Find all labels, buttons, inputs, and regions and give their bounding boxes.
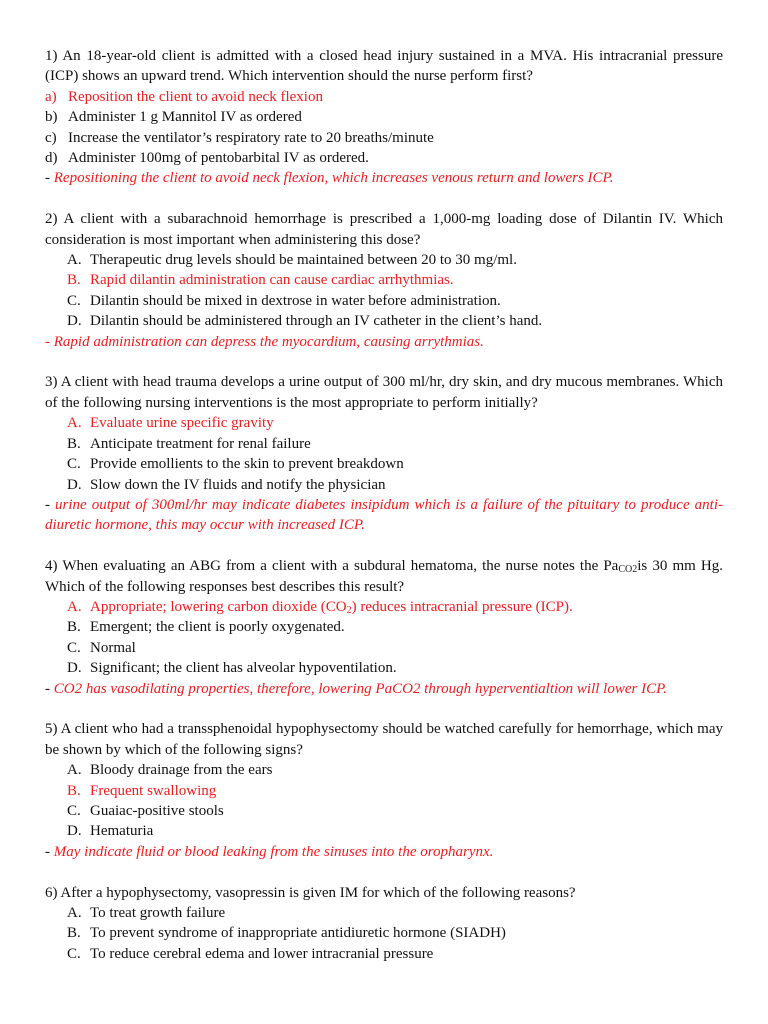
question-2 bbox=[45, 209, 723, 352]
stem-text: 4) When evaluating an ABG from a client with a subdural hematoma, the nurse notes the Pa bbox=[45, 558, 619, 575]
option-text: Frequent swallowing bbox=[90, 782, 217, 799]
option bbox=[45, 107, 723, 127]
option-label: D. bbox=[67, 313, 82, 330]
question-4 bbox=[45, 556, 723, 699]
option-text: Therapeutic drug levels should be maintained between 20 to 30 mg/ml. bbox=[90, 252, 517, 269]
question-stem: 5) A client who had a transsphenoidal hypophysectomy should be watched carefully for hemorrhage, which may be shown by which of the following signs? bbox=[45, 721, 723, 758]
question-stem bbox=[45, 556, 723, 597]
rationale bbox=[45, 168, 723, 188]
option bbox=[67, 658, 723, 678]
option-text: Rapid dilantin administration can cause cardiac arrhythmias. bbox=[90, 272, 454, 289]
question-stem: 1) An 18-year-old client is admitted with a closed head injury sustained in a MVA. His intracranial pressure (ICP) shows an upward trend. Which intervention should the nurse perform first? bbox=[45, 48, 723, 85]
option-text: Dilantin should be mixed in dextrose in water before administration. bbox=[90, 292, 501, 309]
rationale-text: urine output of 300ml/hr may indicate diabetes insipidum which is a failure of the pituitary to produce anti-diuretic hormone, this may occur with increased ICP. bbox=[45, 496, 723, 534]
option-label: a) bbox=[45, 88, 57, 105]
option-correct bbox=[45, 87, 723, 107]
option bbox=[45, 128, 723, 148]
option-text: Administer 1 g Mannitol IV as ordered bbox=[68, 109, 302, 126]
question-stem: 3) A client with head trauma develops a urine output of 300 ml/hr, dry skin, and dry mucous membranes. Which of the following nursing interventions is the most appropriate to perform initially? bbox=[45, 374, 723, 411]
rationale-text: Rapid administration can depress the myocardium, causing arrythmias. bbox=[53, 333, 484, 350]
rationale-dash: - bbox=[45, 843, 50, 860]
option-label: A. bbox=[67, 904, 82, 921]
option-text: Normal bbox=[90, 639, 136, 656]
option-label: A. bbox=[67, 415, 82, 432]
option-text bbox=[90, 597, 573, 617]
option-label: D. bbox=[67, 823, 82, 840]
option-correct bbox=[67, 781, 723, 801]
option-label: B. bbox=[67, 925, 81, 942]
option-label: B. bbox=[67, 435, 81, 452]
option-list bbox=[45, 597, 723, 679]
question-stem: 2) A client with a subarachnoid hemorrhage is prescribed a 1,000-mg loading dose of Dilantin IV. Which consideration is most important when administering this dose? bbox=[45, 211, 723, 248]
option-label: C. bbox=[67, 802, 81, 819]
option-label: d) bbox=[45, 150, 58, 167]
option-label: C. bbox=[67, 945, 81, 962]
rationale-dash: - bbox=[45, 170, 50, 187]
option bbox=[67, 923, 723, 943]
option-text: Evaluate urine specific gravity bbox=[90, 415, 274, 432]
option bbox=[67, 638, 723, 658]
option-text: To reduce cerebral edema and lower intracranial pressure bbox=[90, 945, 434, 962]
option bbox=[67, 311, 723, 331]
option-text: Guaiac-positive stools bbox=[90, 802, 224, 819]
option bbox=[67, 821, 723, 841]
rationale-dash: - bbox=[45, 333, 50, 350]
option-text: Administer 100mg of pentobarbital IV as ordered. bbox=[68, 150, 369, 167]
option bbox=[67, 291, 723, 311]
option-label: C. bbox=[67, 292, 81, 309]
option-correct bbox=[67, 597, 723, 617]
option-label: D. bbox=[67, 660, 82, 677]
question-3 bbox=[45, 372, 723, 535]
option-label: D. bbox=[67, 476, 82, 493]
option bbox=[67, 944, 723, 964]
option-text: Hematuria bbox=[90, 823, 154, 840]
stem-text: is 30 mm Hg. Which of the following responses best describes this result? bbox=[45, 558, 723, 595]
rationale bbox=[45, 332, 723, 352]
option-text-part: Appropriate; lowering carbon dioxide (CO bbox=[90, 598, 347, 615]
option-list bbox=[45, 87, 723, 169]
option-list bbox=[45, 250, 723, 332]
document-page bbox=[45, 46, 723, 985]
option bbox=[67, 454, 723, 474]
option bbox=[67, 475, 723, 495]
question-stem: 6) After a hypophysectomy, vasopressin is given IM for which of the following reasons? bbox=[45, 884, 576, 901]
option-text: Dilantin should be administered through an IV catheter in the client’s hand. bbox=[90, 313, 543, 330]
question-5 bbox=[45, 719, 723, 862]
rationale-text: May indicate fluid or blood leaking from the sinuses into the oropharynx. bbox=[53, 843, 494, 860]
option-list bbox=[45, 413, 723, 495]
option-correct bbox=[67, 413, 723, 433]
option-label: C. bbox=[67, 639, 81, 656]
option-list bbox=[45, 903, 723, 964]
option-text: Reposition the client to avoid neck flexion bbox=[68, 88, 323, 105]
option-text: Slow down the IV fluids and notify the physician bbox=[90, 476, 386, 493]
option-text: Emergent; the client is poorly oxygenated. bbox=[90, 619, 345, 636]
rationale bbox=[45, 495, 723, 536]
option bbox=[67, 801, 723, 821]
co2-subscript: 2 bbox=[346, 604, 352, 616]
option bbox=[67, 903, 723, 923]
option bbox=[67, 250, 723, 270]
rationale-dash: - bbox=[45, 680, 50, 697]
option-label: A. bbox=[67, 252, 82, 269]
option-text: To prevent syndrome of inappropriate antidiuretic hormone (SIADH) bbox=[90, 925, 506, 942]
rationale-text: CO2 has vasodilating properties, therefore, lowering PaCO2 through hyperventialtion will lower ICP. bbox=[53, 680, 668, 697]
rationale bbox=[45, 842, 723, 862]
option-text: Provide emollients to the skin to prevent breakdown bbox=[90, 456, 404, 473]
option-text: Increase the ventilator’s respiratory rate to 20 breaths/minute bbox=[68, 129, 434, 146]
option bbox=[45, 148, 723, 168]
option-label: c) bbox=[45, 129, 57, 146]
rationale-dash: - bbox=[45, 496, 50, 513]
option-correct bbox=[67, 270, 723, 290]
option-text: Anticipate treatment for renal failure bbox=[90, 435, 311, 452]
option-list bbox=[45, 760, 723, 842]
rationale-text: Repositioning the client to avoid neck flexion, which increases venous return and lowers ICP. bbox=[53, 170, 614, 187]
option-label: B. bbox=[67, 782, 81, 799]
option-label: B. bbox=[67, 619, 81, 636]
question-1 bbox=[45, 46, 723, 189]
option-label: b) bbox=[45, 109, 58, 126]
option bbox=[67, 434, 723, 454]
option-text-part: ) reduces intracranial pressure (ICP). bbox=[351, 598, 573, 615]
rationale bbox=[45, 679, 723, 699]
pco2-subscript: CO2 bbox=[618, 564, 638, 576]
option-text: Bloody drainage from the ears bbox=[90, 762, 273, 779]
option-label: A. bbox=[67, 598, 82, 615]
question-6 bbox=[45, 883, 723, 965]
option bbox=[67, 760, 723, 780]
option-label: C. bbox=[67, 456, 81, 473]
option-text: To treat growth failure bbox=[90, 904, 226, 921]
option-label: B. bbox=[67, 272, 81, 289]
option-text: Significant; the client has alveolar hypoventilation. bbox=[90, 660, 397, 677]
option bbox=[67, 617, 723, 637]
option-label: A. bbox=[67, 762, 82, 779]
